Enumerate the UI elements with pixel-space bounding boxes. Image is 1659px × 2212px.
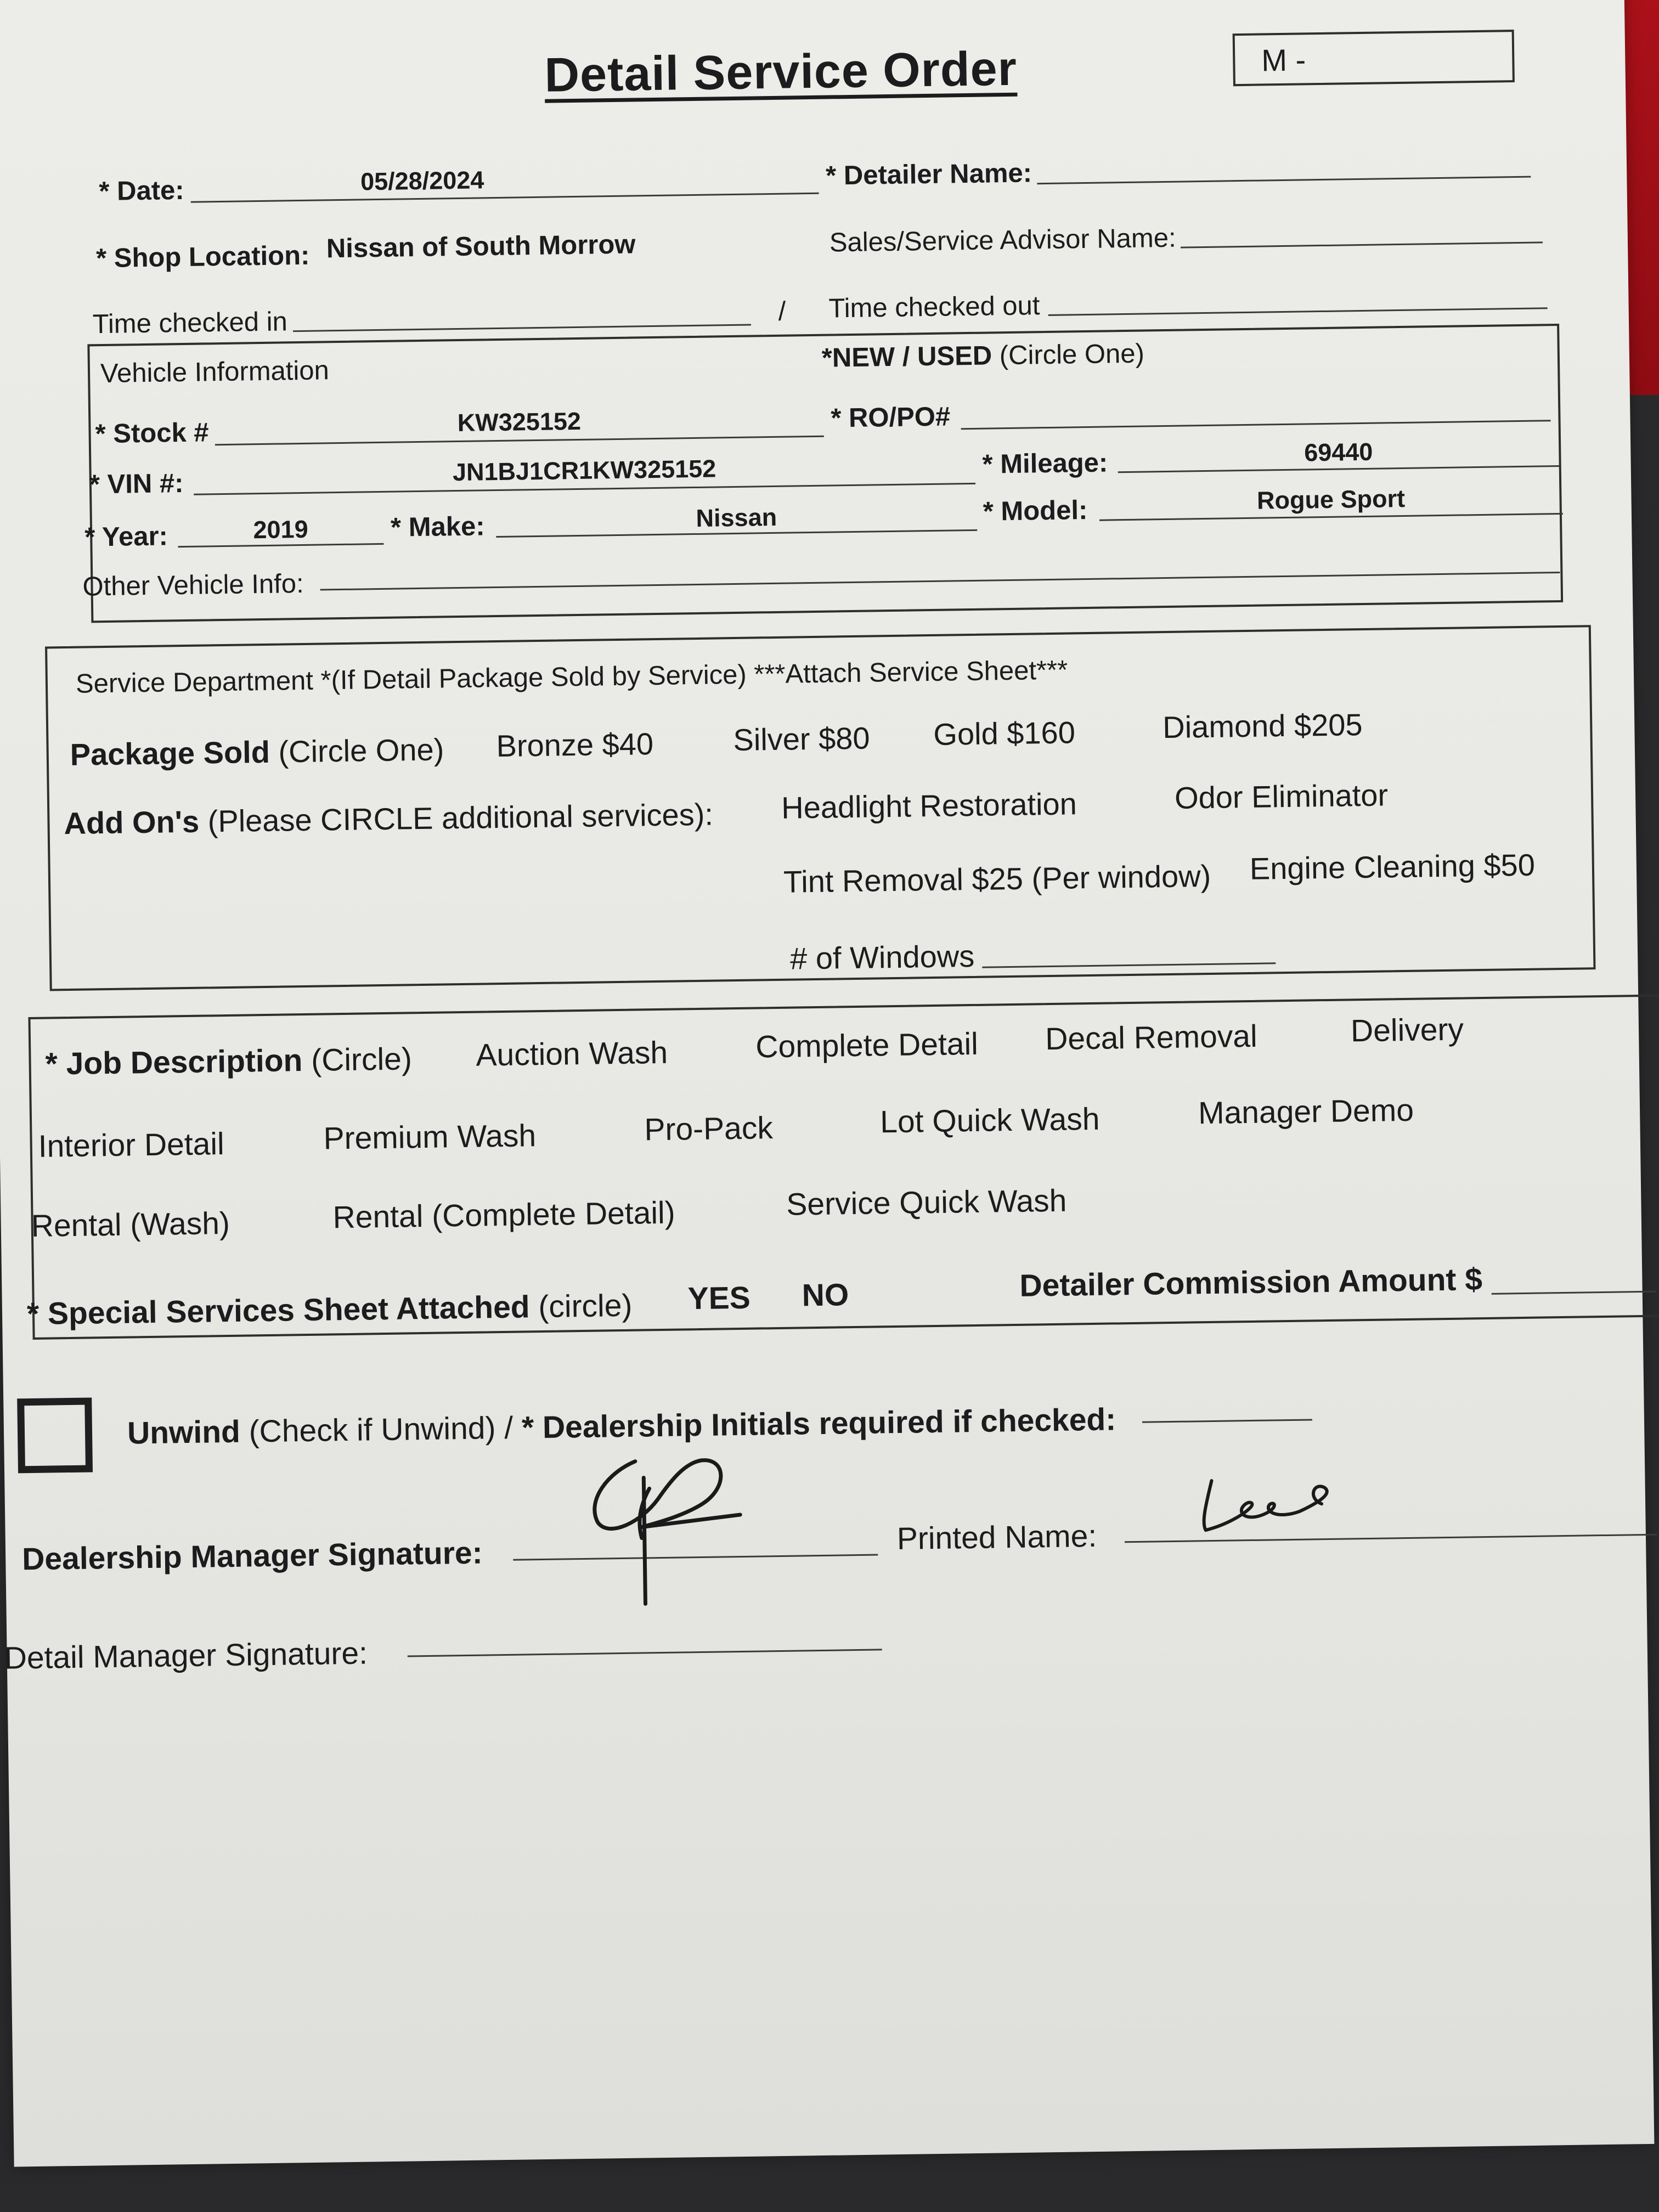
job-option-delivery[interactable]: Delivery [1350,1012,1464,1049]
ropo-label: * RO/PO# [830,402,951,433]
job-option-premium-wash[interactable]: Premium Wash [323,1118,537,1156]
addon-engine-cleaning[interactable]: Engine Cleaning $50 [1249,847,1536,886]
stock-label: * Stock # [95,417,209,449]
detailer-name-field[interactable] [1037,176,1531,185]
package-option-silver[interactable]: Silver $80 [733,720,870,758]
year-label: * Year: [84,521,168,552]
stock-value: KW325152 [457,407,582,437]
job-option-service-quick-wash[interactable]: Service Quick Wash [786,1183,1067,1222]
shop-location-label: * Shop Location: [95,240,310,274]
special-services-title: * Special Services Sheet Attached [26,1289,531,1332]
special-services-no[interactable]: NO [802,1277,849,1313]
printed-name-label: Printed Name: [896,1518,1097,1557]
job-option-complete-detail[interactable]: Complete Detail [755,1026,979,1065]
commission-amount-label: Detailer Commission Amount $ [1019,1262,1483,1304]
form-title: Detail Service Order [544,41,1018,102]
addon-odor-eliminator[interactable]: Odor Eliminator [1174,777,1389,815]
detail-manager-signature-field[interactable] [408,1649,882,1657]
job-description-label [45,1043,412,1080]
job-description-title: * Job Description [45,1043,303,1082]
printed-name-handwriting [1195,1468,1361,1541]
time-out-label: Time checked out [828,291,1040,324]
new-used-hint: (Circle One) [999,338,1145,371]
shop-location-value: Nissan of South Morrow [326,229,636,264]
addon-headlight-restoration[interactable]: Headlight Restoration [781,786,1077,825]
dealership-initials-field[interactable] [1142,1419,1312,1423]
package-option-diamond[interactable]: Diamond $205 [1162,707,1363,745]
package-option-bronze[interactable]: Bronze $40 [496,726,654,764]
mileage-value: 69440 [1304,437,1373,467]
vehicle-information-label: Vehicle Information [100,356,330,389]
other-vehicle-info-label: Other Vehicle Info: [82,568,304,602]
add-ons-hint: (Please CIRCLE additional services): [207,797,714,839]
service-department-header: Service Department *(If Detail Package Sold by Service) ***Attach Service Sheet*** [75,655,1068,699]
package-sold-label [70,734,444,770]
special-services-hint: (circle) [538,1288,633,1325]
vin-label: * VIN #: [89,469,184,500]
time-out-field[interactable] [1048,307,1548,316]
advisor-name-label: Sales/Service Advisor Name: [829,223,1177,258]
job-option-rental-wash[interactable]: Rental (Wash) [31,1205,230,1244]
date-label: * Date: [99,175,185,207]
dealership-manager-signature-label: Dealership Manager Signature: [21,1535,483,1577]
special-services-yes[interactable]: YES [687,1280,751,1317]
job-option-lot-quick-wash[interactable]: Lot Quick Wash [879,1101,1100,1140]
unwind-checkbox[interactable] [17,1397,93,1473]
mileage-label: * Mileage: [982,448,1108,479]
new-used-selector[interactable] [821,338,1145,373]
job-description-hint: (Circle) [311,1041,413,1078]
job-option-pro-pack[interactable]: Pro-Pack [644,1110,774,1148]
vin-value: JN1BJ1CR1KW325152 [452,454,716,487]
job-option-auction-wash[interactable]: Auction Wash [476,1035,668,1073]
make-value: Nissan [696,503,777,532]
job-option-decal-removal[interactable]: Decal Removal [1045,1018,1258,1057]
special-services-label [27,1290,633,1330]
add-ons-title: Add On's [64,804,200,841]
detail-manager-signature-label: Detail Manager Signature: [4,1635,368,1676]
addon-tint-removal[interactable]: Tint Removal $25 (Per window) [783,858,1211,899]
time-separator: / [778,296,786,326]
package-sold-title: Package Sold [70,734,270,772]
make-label: * Make: [390,511,485,543]
unwind-title: Unwind [127,1414,241,1451]
windows-count-label: # of Windows [789,938,975,976]
date-value: 05/28/2024 [360,166,484,196]
time-in-field[interactable] [293,324,751,332]
manager-signature-mark [574,1437,785,1605]
package-sold-hint: (Circle One) [278,732,444,769]
advisor-name-field[interactable] [1181,241,1543,248]
dealership-initials-label: * Dealership Initials required if checked: [521,1402,1116,1446]
order-number-prefix: M - [1261,42,1306,78]
year-value: 2019 [253,515,308,544]
job-option-manager-demo[interactable]: Manager Demo [1198,1092,1414,1131]
unwind-hint: (Check if Unwind) / [249,1410,514,1449]
model-label: * Model: [983,495,1088,527]
time-in-label: Time checked in [92,307,288,340]
job-option-interior-detail[interactable]: Interior Detail [38,1126,225,1164]
order-number-box[interactable] [1233,30,1515,86]
detailer-name-label: * Detailer Name: [825,158,1032,191]
package-option-gold[interactable]: Gold $160 [933,715,1076,752]
job-option-rental-complete-detail[interactable]: Rental (Complete Detail) [332,1195,676,1235]
model-value: Rogue Sport [1256,484,1406,515]
new-used-options: *NEW / USED [821,341,992,373]
